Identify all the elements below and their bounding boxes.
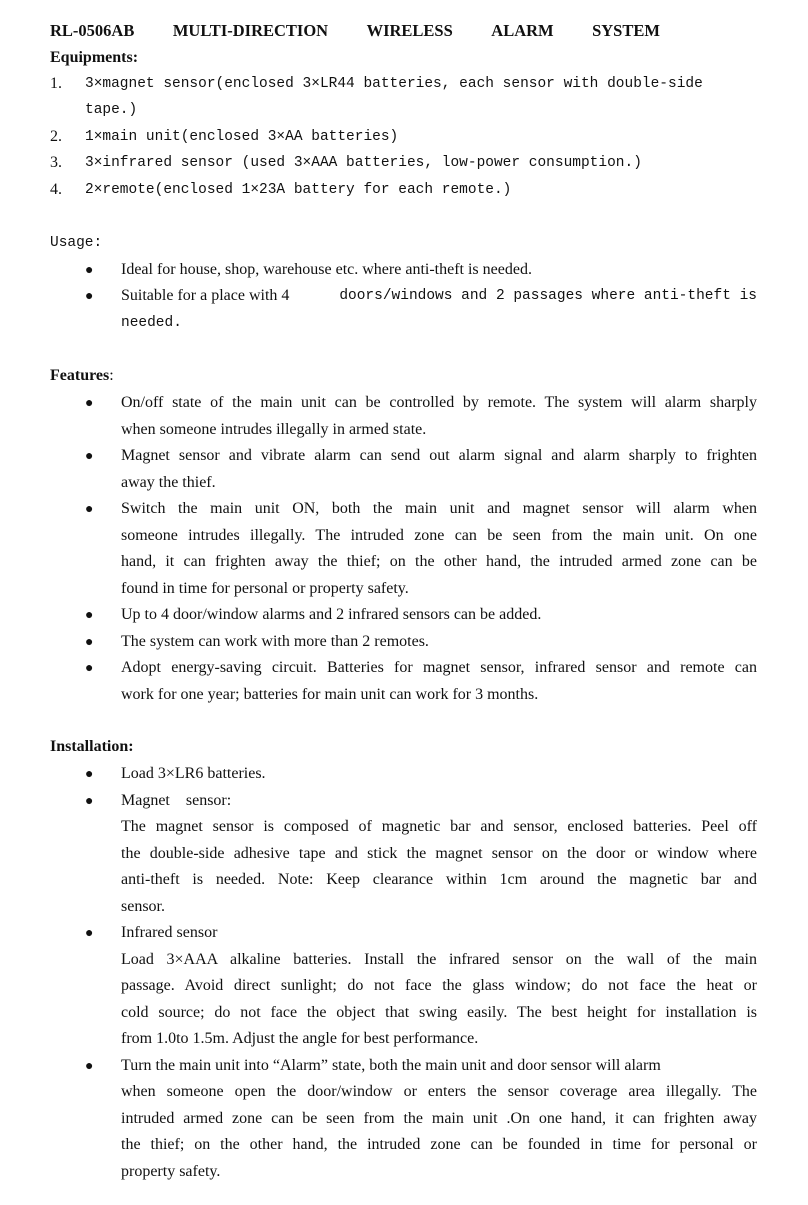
- installation-item-4-line: Turn the main unit into “Alarm” state, both the main unit and door sensor will alarm: [121, 1057, 661, 1074]
- model-number: RL-0506AB: [50, 21, 135, 40]
- installation-heading: Installation:: [50, 738, 134, 755]
- list-number: 1.: [50, 75, 62, 92]
- installation-item-3-line: cold source; do not face the object that swing easily. The best height for installation is: [121, 1004, 757, 1021]
- installation-item-1-line: Load 3×LR6 batteries.: [121, 765, 266, 782]
- bullet-icon: ●: [85, 793, 94, 809]
- features-item-1-line: when someone intrudes illegally in armed state.: [121, 421, 427, 438]
- document-title: [50, 21, 660, 41]
- installation-item-2-line: sensor.: [121, 898, 165, 915]
- usage-item-2-part1: Suitable for a place with 4: [121, 287, 290, 304]
- installation-item-4-line: when someone open the door/window or enters the sensor coverage area illegally. The: [121, 1083, 757, 1100]
- features-item-4-line: Up to 4 door/window alarms and 2 infrared sensors can be added.: [121, 606, 542, 623]
- bullet-icon: ●: [85, 661, 94, 676]
- bullet-icon: ●: [85, 926, 94, 941]
- installation-item-4-line: intruded armed zone can be seen from the main unit .On one hand, it can frighten away: [121, 1110, 757, 1127]
- list-item-text: 3×magnet sensor(enclosed 3×LR44 batteries, each sensor with double-side: [85, 76, 703, 92]
- bullet-icon: ●: [85, 396, 94, 411]
- list-number: 3.: [50, 154, 62, 171]
- installation-item-4-line: property safety.: [121, 1163, 221, 1180]
- installation-item-2-line: The magnet sensor is composed of magnetic bar and sensor, enclosed batteries. Peel off: [121, 818, 757, 835]
- list-number: 4.: [50, 181, 62, 198]
- title-word: ALARM: [491, 21, 554, 40]
- features-item-5-line: The system can work with more than 2 remotes.: [121, 633, 429, 650]
- usage-item-2: [121, 287, 757, 305]
- features-item-3-line: hand, it can frighten away the thief; on the other hand, the intruded armed zone can be: [121, 553, 757, 570]
- features-item-2-line: Magnet sensor and vibrate alarm can send out alarm signal and alarm sharply to frighten: [121, 447, 757, 464]
- equipment-item-1: [85, 75, 757, 93]
- list-number: 2.: [50, 128, 62, 145]
- bullet-icon: ●: [85, 1058, 94, 1074]
- features-item-3-line: someone intrudes illegally. The intruded zone can be seen from the main unit. On one: [121, 527, 757, 544]
- bullet-icon: ●: [85, 767, 94, 782]
- features-item-6-line: work for one year; batteries for main unit can work for 3 months.: [121, 686, 539, 703]
- bullet-icon: ●: [85, 502, 94, 517]
- list-item-text: tape.): [85, 102, 138, 118]
- installation-item-3-line: Infrared sensor: [121, 924, 218, 941]
- equipments-heading: Equipments:: [50, 49, 139, 66]
- usage-heading: Usage:: [50, 235, 103, 251]
- features-item-3-line: found in time for personal or property safety.: [121, 580, 409, 597]
- installation-item-3-line: passage. Avoid direct sunlight; do not face the glass window; do not face the heat or: [121, 977, 757, 994]
- installation-item-2-line: Magnet sensor:: [121, 792, 232, 809]
- usage-item-2-line2: needed.: [121, 315, 182, 331]
- equipment-item-2: 1×main unit(enclosed 3×AA batteries): [85, 129, 399, 145]
- features-heading: Features:: [50, 367, 114, 384]
- bullet-icon: ●: [85, 608, 94, 623]
- installation-item-4-line: the thief; on the other hand, the intruded zone can be founded in time for personal or: [121, 1136, 757, 1153]
- features-item-2-line: away the thief.: [121, 474, 216, 491]
- equipment-item-3: 3×infrared sensor (used 3×AAA batteries, low-power consumption.): [85, 155, 642, 171]
- features-item-6-line: Adopt energy-saving circuit. Batteries for magnet sensor, infrared sensor and remote can: [121, 659, 757, 676]
- usage-item-2-part2: doors/windows and 2 passages where anti-theft is: [339, 288, 757, 304]
- features-item-1-line: On/off state of the main unit can be controlled by remote. The system will alarm sharply: [121, 394, 757, 411]
- bullet-icon: ●: [85, 634, 94, 650]
- equipment-item-4: 2×remote(enclosed 1×23A battery for each remote.): [85, 182, 512, 198]
- bullet-icon: ●: [85, 449, 94, 464]
- usage-item-1: Ideal for house, shop, warehouse etc. where anti-theft is needed.: [121, 261, 532, 278]
- title-word: MULTI-DIRECTION: [172, 21, 329, 40]
- features-item-3-line: Switch the main unit ON, both the main unit and magnet sensor will alarm when: [121, 500, 757, 517]
- installation-item-3-line: Load 3×AAA alkaline batteries. Install the infrared sensor on the wall of the main: [121, 951, 757, 968]
- title-word: SYSTEM: [592, 21, 660, 40]
- installation-item-3-line: from 1.0to 1.5m. Adjust the angle for best performance.: [121, 1030, 479, 1047]
- bullet-icon: ●: [85, 263, 94, 278]
- installation-item-2-line: the double-side adhesive tape and stick the magnet sensor on the door or window where: [121, 845, 757, 862]
- installation-item-2-line: anti-theft is needed. Note: Keep clearance within 1cm around the magnetic bar and: [121, 871, 757, 888]
- bullet-icon: ●: [85, 289, 94, 304]
- title-word: WIRELESS: [366, 21, 453, 40]
